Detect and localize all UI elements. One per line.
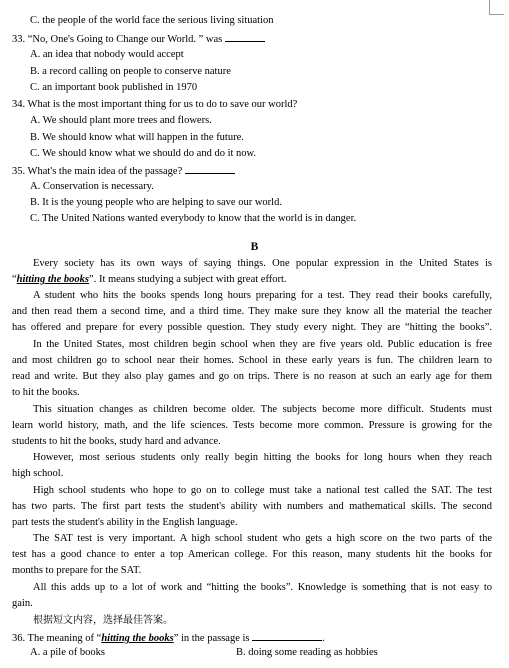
passage-line: has two parts. The first part tests the student's ability with numbers and mathematical skills. The second [12, 501, 492, 512]
passage-line: read and write. But they also play games and go on trips. There is no reason at such an early age for them [12, 371, 492, 382]
passage-line: to hit the books. [12, 387, 80, 398]
passage-line: All this adds up to a lot of work and “hitting the books”. Knowledge is something that is not easy to [33, 582, 492, 593]
passage-line: In the United States, most children begin school when they are five years old. Public education is free [33, 339, 492, 350]
section-heading: B [250, 241, 259, 253]
passage-line: gain. [12, 598, 33, 609]
question-35-text: 35. What's the main idea of the passage? [12, 166, 183, 177]
question-35 [12, 163, 235, 179]
q35-option-a: A. Conservation is necessary. [30, 181, 154, 192]
emphasized-phrase: hitting the books [101, 633, 174, 644]
passage-line: has offered and prepare for every possible question. They study every night. They are “hitting the books”. [12, 322, 492, 333]
q36-option-a: A. a pile of books [30, 647, 105, 658]
q36-option-b: B. doing some reading as hobbies [236, 647, 378, 658]
passage-line: part tests the student's ability in the English language. [12, 517, 238, 528]
passage-line: High school students who hope to go on to college must take a national test called the SAT. The test [33, 485, 492, 496]
passage-line: Every society has its own ways of saying things. One popular expression in the United States is [33, 258, 492, 269]
passage-line: learn world history, math, and the life sciences. Tests become more common. Pressure is growing for the [12, 420, 492, 431]
question-36-text: ” in the passage is [173, 633, 250, 644]
passage-line: high school. [12, 468, 64, 479]
passage-line: and most children go to school near their homes. School in these early years is fun. The children learn to [12, 355, 492, 366]
passage-text: ”. It means studying a subject with great effort. [89, 274, 287, 285]
q34-option-a: A. We should plant more trees and flowers. [30, 115, 212, 126]
emphasized-phrase: hitting the books [16, 274, 90, 285]
q33-option-c: C. an important book published in 1970 [30, 82, 198, 93]
passage-line: months to prepare for the SAT. [12, 565, 142, 576]
answer-blank [225, 31, 265, 42]
q33-option-b: B. a record calling on people to conserve nature [30, 66, 231, 77]
passage-line: test has a good chance to enter a top American college. For this reason, many students hit the books for [12, 549, 492, 560]
passage-line: and then read them a second time, and a third time. They make sure they know all the material the teacher [12, 306, 492, 317]
page-corner-mark [489, 0, 504, 15]
passage-line: This situation changes as children become older. The subjects become more difficult. Students must [33, 404, 492, 415]
question-34: 34. What is the most important thing for us to do to save our world? [12, 99, 298, 110]
passage-line: students to hit the books, study hard and advance. [12, 436, 221, 447]
q34-option-c: C. We should know what we should do and do it now. [30, 148, 257, 159]
passage-line [12, 273, 492, 287]
q33-option-a: A. an idea that nobody would accept [30, 49, 184, 60]
question-36-period: . [322, 633, 325, 644]
question-33-text: 33. “No, One's Going to Change our World. ” was [12, 34, 223, 45]
question-33 [12, 31, 265, 47]
answer-blank [252, 630, 322, 641]
question-36 [12, 630, 325, 646]
q35-option-c: C. The United Nations wanted everybody to know that the world is in danger. [30, 213, 357, 224]
q34-option-b: B. We should know what will happen in the future. [30, 132, 244, 143]
passage-line: The SAT test is very important. A high school student who gets a high score on the two parts of the [33, 533, 492, 544]
quote-open: “ [12, 274, 17, 285]
instruction-text: 根据短文内容，选择最佳答案。 [33, 615, 173, 626]
passage-line: A student who hits the books spends long hours preparing for a test. They read their books carefully, [33, 290, 492, 301]
q35-option-b: B. It is the young people who are helping to save our world. [30, 197, 282, 208]
q32-option-c: C. the people of the world face the serious living situation [30, 15, 274, 26]
passage-line: However, most serious students only really begin hitting the books for long hours when they reach [33, 452, 492, 463]
question-36-text: 36. The meaning of “ [12, 633, 102, 644]
answer-blank [185, 163, 235, 174]
